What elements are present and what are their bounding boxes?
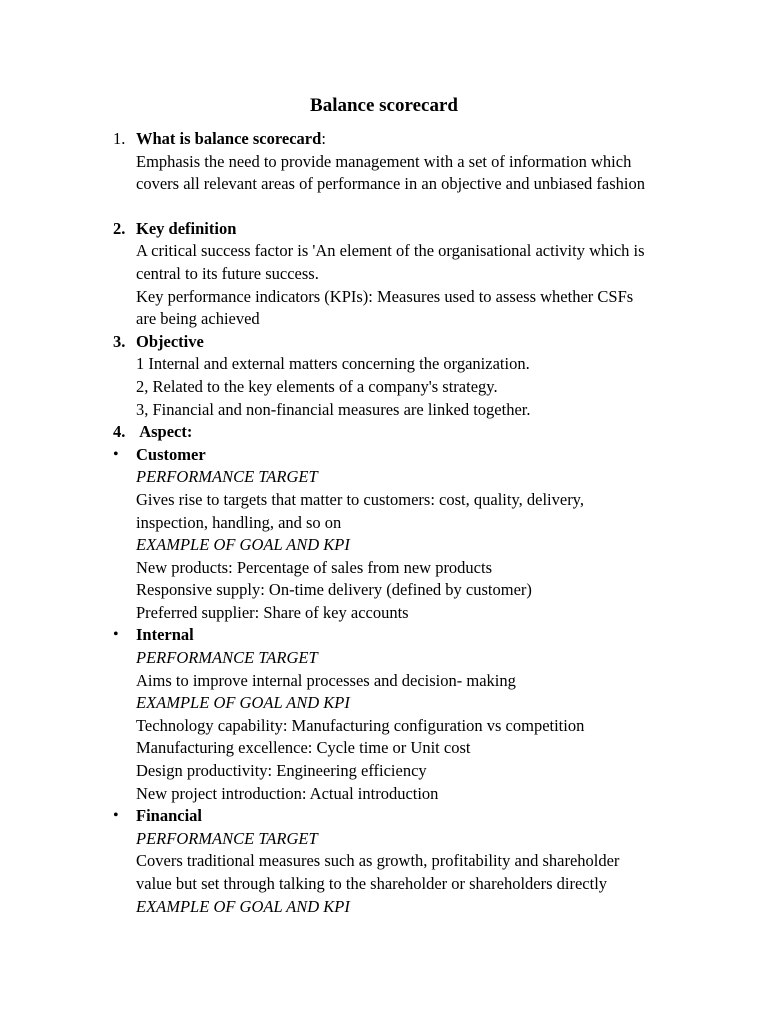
bullet-icon: • (113, 445, 119, 463)
internal-target-text: Aims to improve internal processes and decision- making (136, 670, 516, 690)
section-3-number: 3. (113, 331, 126, 351)
section-4-heading (0, 421, 768, 444)
section-1-title-suffix: : (321, 129, 326, 148)
aspect-customer-title: Customer (136, 444, 206, 464)
section-2-number: 2. (113, 218, 126, 238)
section-1-heading (0, 128, 768, 151)
section-2-text-line: central to its future success. (136, 263, 319, 283)
customer-example-item: Responsive supply: On-time delivery (defined by customer) (136, 580, 532, 600)
customer-target-text: Gives rise to targets that matter to customers: cost, quality, delivery, (136, 489, 584, 509)
aspect-internal-title: Internal (136, 625, 194, 645)
customer-target-label: PERFORMANCE TARGET (136, 467, 318, 487)
internal-example-item: Design productivity: Engineering efficiency (136, 761, 427, 781)
section-3-text-line: 3, Financial and non-financial measures are linked together. (136, 399, 531, 419)
section-1-number: 1. (113, 129, 126, 148)
aspect-financial-title: Financial (136, 806, 203, 826)
financial-example-label: EXAMPLE OF GOAL AND KPI (136, 896, 350, 916)
section-2-title: Key definition (136, 218, 237, 238)
internal-example-label: EXAMPLE OF GOAL AND KPI (136, 693, 350, 713)
internal-example-item: Manufacturing excellence: Cycle time or Unit cost (136, 738, 471, 758)
section-3-text-line: 1 Internal and external matters concerning the organization. (136, 354, 530, 374)
section-2-text-line: Key performance indicators (KPIs): Measures used to assess whether CSFs (136, 286, 634, 306)
customer-example-label: EXAMPLE OF GOAL AND KPI (136, 535, 350, 555)
customer-target-text: inspection, handling, and so on (136, 512, 342, 532)
section-3-text-line: 2, Related to the key elements of a company's strategy. (136, 376, 498, 396)
section-1-title: What is balance scorecard (136, 129, 322, 148)
customer-example-item: Preferred supplier: Share of key accounts (136, 602, 409, 622)
aspect-financial-heading (0, 805, 768, 828)
internal-example-item: New project introduction: Actual introduction (136, 783, 439, 803)
financial-target-text: value but set through talking to the shareholder or shareholders directly (136, 874, 608, 893)
financial-target-label: PERFORMANCE TARGET (136, 828, 318, 848)
document-body (0, 128, 768, 918)
section-4-number: 4. (113, 422, 126, 442)
section-2-heading (0, 218, 768, 241)
aspect-internal-heading (0, 624, 768, 647)
section-3-title: Objective (136, 331, 204, 351)
section-3-heading (0, 331, 768, 354)
bullet-icon: • (113, 807, 119, 825)
document-title: Balance scorecard (310, 95, 458, 116)
internal-example-item: Technology capability: Manufacturing configuration vs competition (136, 715, 585, 735)
section-4-title: Aspect: (136, 422, 193, 442)
paragraph-gap (0, 196, 768, 218)
internal-target-label: PERFORMANCE TARGET (136, 648, 318, 668)
financial-target-text: Covers traditional measures such as growth, profitability and shareholder (136, 851, 620, 871)
section-2-text-line: are being achieved (136, 309, 260, 329)
section-2-text-line: A critical success factor is 'An element of the organisational activity which is (136, 241, 645, 261)
bullet-icon: • (113, 626, 119, 644)
aspect-customer-heading (0, 444, 768, 467)
customer-example-item: New products: Percentage of sales from new products (136, 557, 493, 577)
section-1-text-line: covers all relevant areas of performance in an objective and unbiased fashion (136, 174, 645, 194)
section-1-text-line: Emphasis the need to provide management with a set of information which (136, 151, 632, 171)
